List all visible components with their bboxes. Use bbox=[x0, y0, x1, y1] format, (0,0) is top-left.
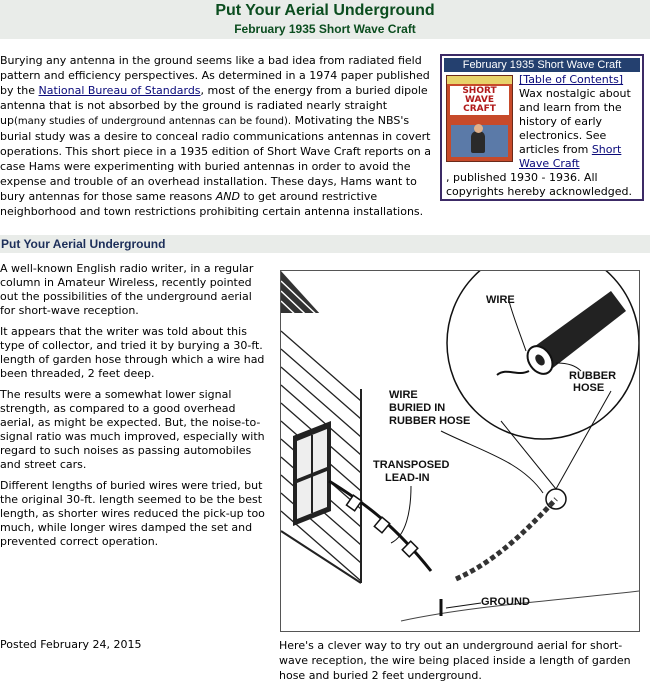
article-paragraph: The results were a somewhat lower signal strength, as compared to a good overhead aerial, as might be expected. But, the noise-to-signal ratio was much improved, especially with regard to such noises as passing automobiles and street cars. bbox=[0, 388, 265, 471]
table-of-contents-link[interactable]: [Table of Contents] bbox=[519, 73, 624, 86]
page-header bbox=[0, 0, 650, 39]
label-wire: WIRE bbox=[486, 294, 515, 306]
intro-text bbox=[0, 53, 433, 219]
label-hose: HOSE bbox=[573, 382, 605, 394]
ground-pointer bbox=[446, 603, 481, 608]
buried-hose bbox=[456, 499, 556, 579]
magazine-cover-image[interactable] bbox=[446, 75, 513, 162]
illustration-svg bbox=[281, 271, 639, 631]
figure-caption: Here's a clever way to try out an underground aerial for short-wave reception, the wire being placed inside a length of garden hose and buried 2 feet underground. bbox=[279, 639, 631, 682]
cover-top-band bbox=[447, 76, 512, 84]
label-leadin-2: LEAD-IN bbox=[385, 472, 430, 484]
pointer-leadin bbox=[391, 486, 411, 543]
section-header bbox=[0, 235, 650, 253]
intro-part4: to get around restrictive neighborhood and town restrictions prohibiting certain antenna installations. bbox=[0, 190, 424, 218]
posted-date: Posted February 24, 2015 bbox=[0, 638, 142, 651]
article-paragraph: A well-known English radio writer, in a regular column in Amateur Wireless, recently pointed out the possibilities of the underground aerial for short-wave reception. bbox=[0, 262, 254, 317]
label-rubber: RUBBER bbox=[569, 370, 617, 382]
insulator bbox=[374, 517, 389, 533]
label-buried-1: WIRE bbox=[389, 389, 418, 401]
cover-figure bbox=[471, 131, 485, 153]
article-paragraph: It appears that the writer was told about this type of collector, and tried it by burying a 30-ft. length of garden hose through which a wire had been threaded, 2 feet deep. bbox=[0, 325, 265, 380]
short-wave-craft-link[interactable]: Short Wave Craft bbox=[519, 143, 622, 170]
sidebar-text bbox=[519, 73, 643, 171]
sidebar-heading: February 1935 Short Wave Craft bbox=[444, 58, 640, 72]
nbs-link[interactable]: National Bureau of Standards bbox=[38, 84, 201, 97]
label-buried-2: BURIED IN bbox=[389, 402, 446, 414]
page-title: Put Your Aerial Underground bbox=[215, 2, 435, 19]
page-subtitle: February 1935 Short Wave Craft bbox=[234, 22, 416, 36]
sidebar-text-2: , published 1930 - 1936. All copyrights hereby acknowledged. bbox=[446, 171, 633, 198]
aerial-illustration bbox=[280, 270, 640, 632]
cover-masthead: SHORT WAVE CRAFT bbox=[450, 86, 509, 115]
label-buried-3: RUBBER HOSE bbox=[389, 415, 471, 427]
label-ground: GROUND bbox=[481, 596, 530, 608]
label-leadin-1: TRANSPOSED bbox=[373, 459, 450, 471]
intro-part3: Motivating the NBS's burial study was a desire to conceal radio communications antennas in covert operations. This short piece in a 1935 edition of Short Wave Craft reports on a case Hams were experimenting with buried antennas in order to avoid the expense and trouble of an overhead installation. These days, Hams want to bury antennas for those same reasons bbox=[0, 114, 432, 203]
sidebar-text-1: Wax nostalgic about and learn from the history of early electronics. See articles from bbox=[519, 87, 631, 156]
article-paragraph: Different lengths of buried wires were tried, but the original 30-ft. length seemed to be the best length, as shorter wires reduced the pick-up too much, while longer wires damped the set and prevented correct operation. bbox=[0, 479, 265, 548]
sidebar-box bbox=[440, 54, 644, 201]
intro-and-word: AND bbox=[215, 190, 240, 203]
window bbox=[293, 421, 331, 526]
intro-part1: Burying any antenna in the ground seems like a bad idea from radiated field pattern and efficiency perspectives. As determined in a 1974 paper published by the bbox=[0, 54, 430, 97]
section-title: Put Your Aerial Underground bbox=[1, 237, 166, 251]
intro-part2: , most of the energy from a buried dipole antenna that is not absorbed by the ground is radiated nearly straight up bbox=[0, 84, 428, 127]
article-body bbox=[0, 262, 265, 556]
pointer-buried bbox=[441, 431, 543, 493]
cover-face bbox=[474, 124, 483, 133]
intro-small-note: (many studies of underground antennas can be found). bbox=[13, 116, 292, 127]
